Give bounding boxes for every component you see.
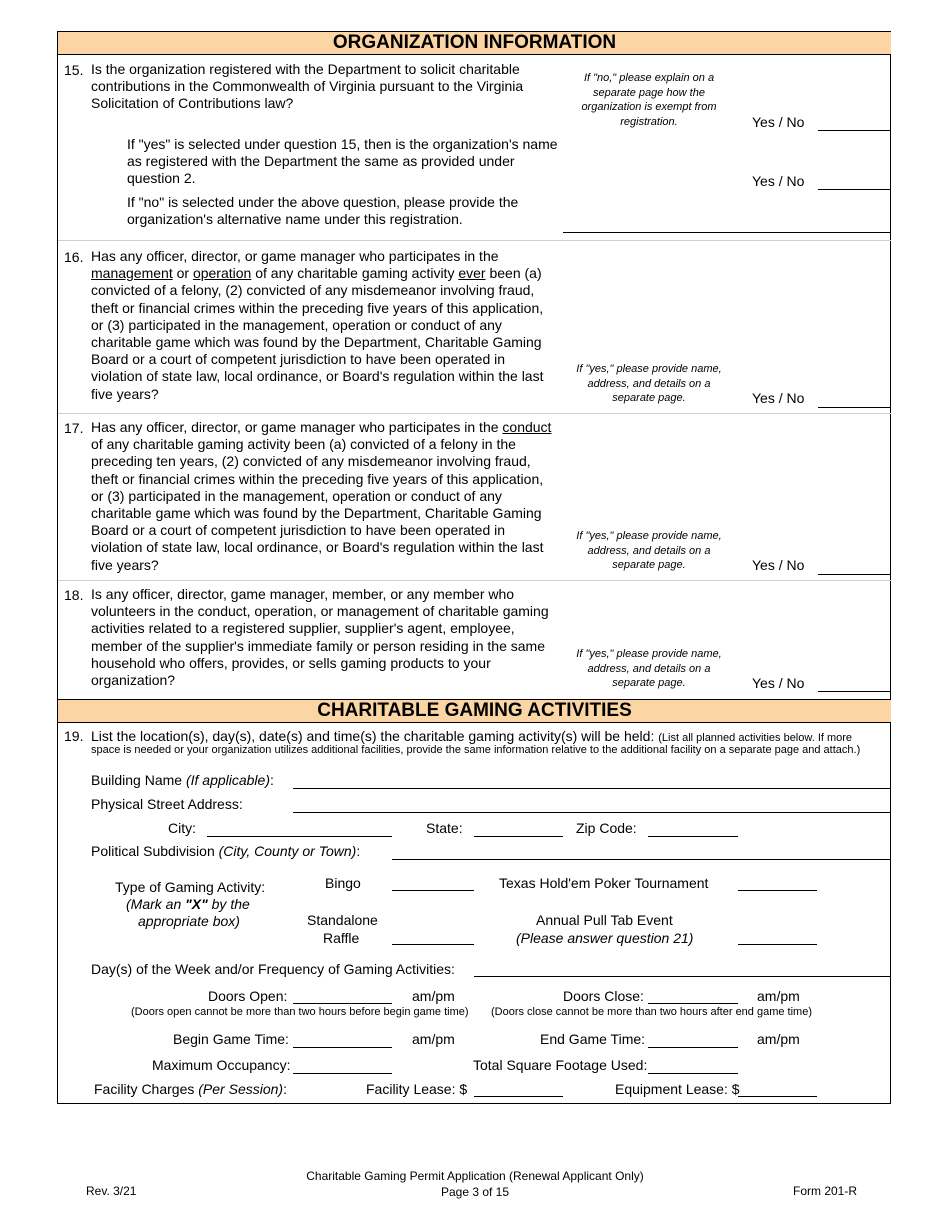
question-16-answer-line[interactable] <box>818 407 890 408</box>
section-header-organization: ORGANIZATION INFORMATION <box>58 31 891 55</box>
city-field[interactable] <box>207 836 392 837</box>
facility-charges-label: Facility Charges (Per Session): <box>94 1081 287 1097</box>
question-17-answer-line[interactable] <box>818 574 890 575</box>
question-15-answer-line[interactable] <box>818 130 890 131</box>
begin-game-ampm: am/pm <box>412 1031 455 1047</box>
question-number: 15. <box>64 62 84 78</box>
divider <box>58 240 891 241</box>
section-header-gaming-activities: CHARITABLE GAMING ACTIVITIES <box>58 699 891 723</box>
square-footage-label: Total Square Footage Used: <box>473 1057 648 1073</box>
state-field[interactable] <box>474 836 563 837</box>
frequency-field[interactable] <box>474 976 890 977</box>
footer-title: Charitable Gaming Permit Application (Renewal Applicant Only) <box>306 1169 644 1183</box>
street-address-label: Physical Street Address: <box>91 796 243 812</box>
state-label: State: <box>426 820 463 836</box>
question-15-yes-no: Yes / No <box>752 114 805 130</box>
political-subdivision-field[interactable] <box>392 859 890 860</box>
facility-lease-label: Facility Lease: $ <box>366 1081 468 1097</box>
question-15b-text: If "no" is selected under the above question, please provide the organization's alternative name under this registration. <box>127 194 519 228</box>
question-15-note: If "no," please explain on a separate page how the organization is exempt from registration. <box>581 72 717 128</box>
form-number: Form 201-R <box>793 1184 858 1198</box>
square-footage-field[interactable] <box>648 1073 738 1074</box>
question-number: 16. <box>64 249 84 265</box>
begin-game-label: Begin Game Time: <box>173 1031 289 1047</box>
question-number: 17. <box>64 420 84 436</box>
pull-tab-note: (Please answer question 21) <box>516 930 694 946</box>
question-18-text: Is any officer, director, game manager, member, or any member who volunteers in the conduct, operation, or management of charitable gaming activities related to a registered supplier, supplier's agent, employee, member of the supplier's immediate family or person residing in the same household who offers, provides, or sells gaming products to your organization? <box>91 586 549 689</box>
divider <box>58 413 891 414</box>
street-address-field[interactable] <box>293 812 890 813</box>
equipment-lease-label: Equipment Lease: $ <box>615 1081 740 1097</box>
building-name-label: Building Name (If applicable): <box>91 772 274 788</box>
zip-field[interactable] <box>648 836 738 837</box>
doors-close-label: Doors Close: <box>563 988 644 1004</box>
question-15a-text: If "yes" is selected under question 15, then is the organization's name as registered with the Department the same as provided under question 2. <box>127 136 558 187</box>
bingo-mark-field[interactable] <box>392 890 474 891</box>
raffle-label-2: Raffle <box>323 930 360 946</box>
question-15a-answer-line[interactable] <box>818 189 890 190</box>
divider <box>58 580 891 581</box>
question-17-text: Has any officer, director, or game manager who participates in the conduct of any charitable gaming activity been (a) convicted of a felony in the preceding ten years, (2) convicted of any misdemeanor involving fraud, theft or financial crimes within the preceding five years of this application, or (3) participated in the management, operation or conduct of any charitable game which was found by the Department, Charitable Gaming Board or a court of competent jurisdiction to have been operated in violation of state law, local ordinance, or Board's regulation within the last five years? <box>91 419 552 573</box>
question-16-note: If "yes," please provide name, address, and details on a separate page. <box>576 363 722 404</box>
question-15a-yes-no: Yes / No <box>752 173 805 189</box>
question-19-text: List the location(s), day(s), date(s) and time(s) the charitable gaming activity(s) will be held: (List all planned activities below. If more <box>91 728 853 744</box>
equipment-lease-field[interactable] <box>738 1096 817 1097</box>
revision-label: Rev. 3/21 <box>86 1184 137 1198</box>
question-18-note: If "yes," please provide name, address, and details on a separate page. <box>576 648 722 689</box>
doors-close-ampm: am/pm <box>757 988 800 1004</box>
raffle-label: Standalone <box>307 912 378 928</box>
zip-label: Zip Code: <box>576 820 637 836</box>
alternative-name-line[interactable] <box>563 232 891 233</box>
max-occupancy-label: Maximum Occupancy: <box>152 1057 291 1073</box>
end-game-field[interactable] <box>648 1047 738 1048</box>
gaming-activity-type-label: Type of Gaming Activity: <box>115 879 266 895</box>
question-18-yes-no: Yes / No <box>752 675 805 691</box>
question-15-text: Is the organization registered with the Department to solicit charitable contributions in the Commonwealth of Virginia pursuant to the Virginia Solicitation of Contributions law? <box>91 61 524 112</box>
begin-game-field[interactable] <box>293 1047 392 1048</box>
frequency-label: Day(s) of the Week and/or Frequency of Gaming Activities: <box>91 961 455 977</box>
poker-label: Texas Hold'em Poker Tournament <box>499 875 709 891</box>
political-subdivision-label: Political Subdivision (City, County or Town): <box>91 843 361 859</box>
question-16-yes-no: Yes / No <box>752 390 805 406</box>
max-occupancy-field[interactable] <box>293 1073 392 1074</box>
doors-open-note: (Doors open cannot be more than two hours before begin game time) <box>131 1006 469 1018</box>
pull-tab-label: Annual Pull Tab Event <box>536 912 673 928</box>
doors-close-note: (Doors close cannot be more than two hours after end game time) <box>491 1006 812 1018</box>
bingo-label: Bingo <box>325 875 361 891</box>
gaming-activity-type-hint-2: appropriate box) <box>138 913 240 929</box>
end-game-label: End Game Time: <box>540 1031 646 1047</box>
doors-open-field[interactable] <box>293 1003 392 1004</box>
question-number: 18. <box>64 587 84 603</box>
question-18-answer-line[interactable] <box>818 691 890 692</box>
poker-mark-field[interactable] <box>738 890 817 891</box>
question-number: 19. <box>64 728 84 744</box>
pull-tab-mark-field[interactable] <box>738 944 817 945</box>
question-17-yes-no: Yes / No <box>752 557 805 573</box>
page-number: Page 3 of 15 <box>440 1185 510 1199</box>
question-16-text: Has any officer, director, or game manager who participates in the management or operation of any charitable gaming activity ever been (a) convicted of a felony, (2) convicted of any misdemeanor involving fraud, theft or financial crimes within the preceding five years of this application, or (3) participated in the management, operation or conduct of any charitable game which was found by the Department, Charitable Gaming Board or a court of competent jurisdiction to have been operated in violation of state law, local ordinance, or Board's regulation within the last five years? <box>91 248 544 402</box>
building-name-field[interactable] <box>293 788 890 789</box>
facility-lease-field[interactable] <box>474 1096 563 1097</box>
city-label: City: <box>168 820 196 836</box>
question-19-instructions: space is needed or your organization utilizes additional facilities, provide the same information relative to the additional facility on a separate page and attach.) <box>91 744 861 756</box>
question-17-note: If "yes," please provide name, address, and details on a separate page. <box>576 530 722 571</box>
end-game-ampm: am/pm <box>757 1031 800 1047</box>
doors-close-field[interactable] <box>648 1003 738 1004</box>
raffle-mark-field[interactable] <box>392 944 474 945</box>
gaming-activity-type-hint: (Mark an "X" by the <box>126 896 250 912</box>
doors-open-ampm: am/pm <box>412 988 455 1004</box>
doors-open-label: Doors Open: <box>208 988 288 1004</box>
